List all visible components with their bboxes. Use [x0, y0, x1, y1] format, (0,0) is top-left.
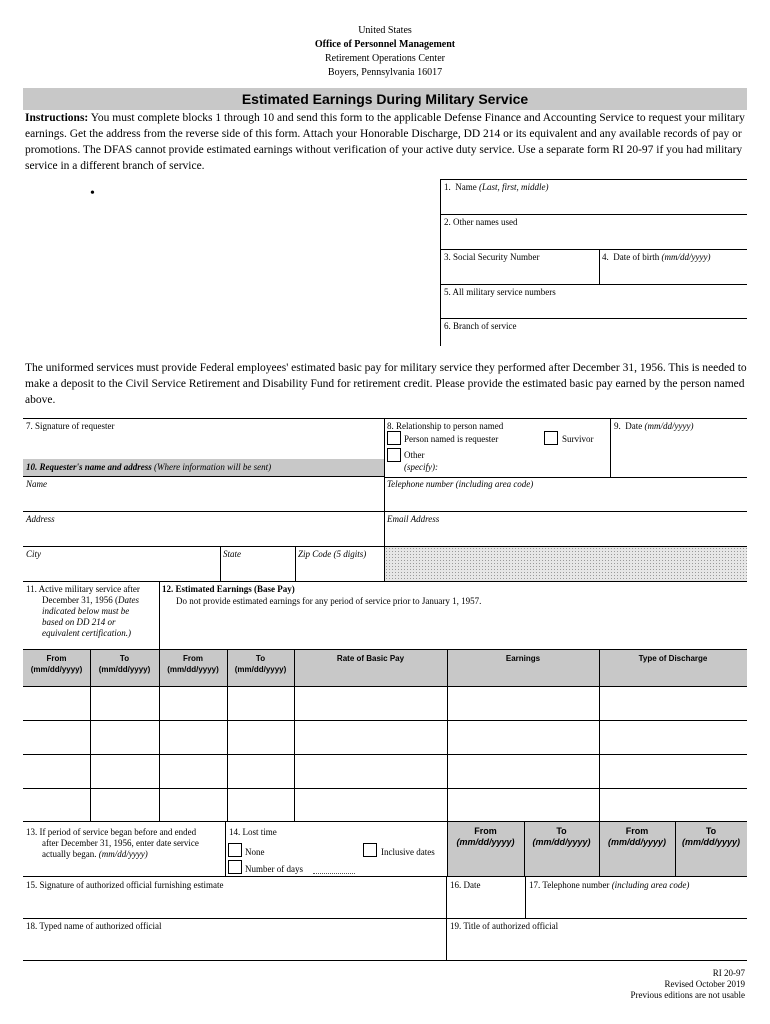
- table-row: [23, 720, 747, 721]
- agency-location: Boyers, Pennsylvania 16017: [327, 67, 443, 78]
- bullet-mark: •: [90, 186, 95, 201]
- days-input-line[interactable]: [313, 873, 355, 874]
- date-field[interactable]: 9. Date (mm/dd/yyyy): [614, 421, 694, 431]
- table-row: [23, 754, 747, 755]
- lost-time-none-label: None: [245, 847, 265, 857]
- estimated-earnings-note: Do not provide estimated earnings for any period of service prior to January 1, 1957.: [176, 596, 482, 606]
- col-to-2: To (mm/dd/yyyy): [234, 654, 287, 674]
- number-of-days-checkbox[interactable]: [228, 860, 242, 874]
- lost-to-2: To (mm/dd/yyyy): [681, 826, 741, 847]
- inclusive-dates-label: Inclusive dates: [381, 847, 435, 857]
- instructions: [25, 110, 750, 174]
- survivor-checkbox[interactable]: [544, 431, 558, 445]
- agency-center: Retirement Operations Center: [325, 53, 445, 64]
- other-checkbox[interactable]: [387, 448, 401, 462]
- survivor-option-label: Survivor: [562, 434, 594, 444]
- shaded-area: [385, 547, 747, 581]
- col-from-1: From (mm/dd/yyyy): [30, 654, 83, 674]
- requester-address-header: 10. Requester's name and address (Where information will be sent): [26, 462, 272, 472]
- state-field[interactable]: State: [223, 549, 241, 559]
- uniformed-services-text: The uniformed services must provide Federal employees' estimated basic pay for military service they performed after December 31, 1956. This is needed to make a deposit to the Civil Service Retirement and Disability Fund for retirement credit. Please provide the estimated basic pay earned by the person named above.: [25, 362, 747, 406]
- zip-field[interactable]: Zip Code (5 digits): [298, 549, 367, 559]
- lost-time-label: 14. Lost time: [229, 827, 277, 837]
- lost-from-1: From (mm/dd/yyyy): [456, 826, 515, 847]
- address-field[interactable]: Address: [26, 514, 55, 524]
- estimated-earnings-label: 12. Estimated Earnings (Base Pay): [162, 584, 295, 594]
- service-numbers-field[interactable]: 5. All military service numbers: [444, 287, 556, 297]
- official-signature-field[interactable]: 15. Signature of authorized official furnishing estimate: [26, 880, 224, 890]
- lost-to-1: To (mm/dd/yyyy): [532, 826, 591, 847]
- requester-option-label: Person named is requester: [404, 434, 499, 444]
- service-begin-label: 13. If period of service began before and ended after December 31, 1956, enter date service actually began. (mm/dd/yyyy): [26, 827, 199, 859]
- col-from-2: From (mm/dd/yyyy): [167, 654, 219, 674]
- branch-field[interactable]: 6. Branch of service: [444, 321, 517, 331]
- official-telephone-field[interactable]: 17. Telephone number (including area code): [529, 880, 690, 890]
- col-discharge: Type of Discharge: [638, 654, 708, 663]
- requester-checkbox[interactable]: [387, 431, 401, 445]
- col-rate: Rate of Basic Pay: [336, 654, 405, 663]
- number-of-days-label: Number of days: [245, 864, 303, 874]
- agency-name: Office of Personnel Management: [314, 39, 456, 50]
- ssn-field[interactable]: 3. Social Security Number: [444, 252, 540, 262]
- dob-field[interactable]: 4. Date of birth (mm/dd/yyyy): [602, 252, 711, 262]
- official-title-field[interactable]: 19. Title of authorized official: [450, 921, 559, 931]
- form-title: Estimated Earnings During Military Service: [23, 88, 747, 110]
- other-option-label: Other: [404, 450, 425, 460]
- lost-time-none-checkbox[interactable]: [228, 843, 242, 857]
- relationship-label: 8. Relationship to person named: [387, 421, 504, 431]
- col-to-1: To (mm/dd/yyyy): [98, 654, 151, 674]
- instructions-label: Instructions:: [25, 112, 89, 124]
- requester-name-field[interactable]: Name: [26, 479, 47, 489]
- other-names-field[interactable]: 2. Other names used: [444, 217, 518, 227]
- table-row: [23, 788, 747, 789]
- revision-date: Revised October 2019: [664, 979, 745, 989]
- lost-from-2: From (mm/dd/yyyy): [607, 826, 667, 847]
- email-field[interactable]: Email Address: [387, 514, 440, 524]
- agency-country: United States: [358, 25, 412, 36]
- official-name-field[interactable]: 18. Typed name of authorized official: [26, 921, 162, 931]
- official-date-field[interactable]: 16. Date: [450, 880, 481, 890]
- specify-label: (specify):: [404, 462, 438, 472]
- inclusive-dates-checkbox[interactable]: [363, 843, 377, 857]
- col-earnings: Earnings: [505, 654, 541, 663]
- active-service-label: 11. Active military service after December 31, 1956 (Dates indicated below must be based on DD 214 or equivalent certification.): [26, 584, 140, 638]
- telephone-field[interactable]: Telephone number (including area code): [387, 479, 534, 489]
- city-field[interactable]: City: [26, 549, 41, 559]
- signature-requester-field[interactable]: 7. Signature of requester: [26, 421, 115, 431]
- instructions-text: You must complete blocks 1 through 10 and send this form to the applicable Defense Finance and Accounting Service to request your military earnings. Get the address from the reverse side of this form. Attach your Honorable Discharge, DD 214 or its equivalent and any available records of pay or promotions. The DFAS cannot provide estimated earnings without verification of your active duty service. Use a separate form RI 20-97 if you had military service in a different branch of service.: [25, 112, 745, 172]
- form-number: RI 20-97: [712, 968, 745, 978]
- name-field[interactable]: 1. Name (Last, first, middle): [444, 182, 549, 192]
- form-footer: [540, 968, 745, 1001]
- previous-editions-note: Previous editions are not usable: [630, 990, 745, 1000]
